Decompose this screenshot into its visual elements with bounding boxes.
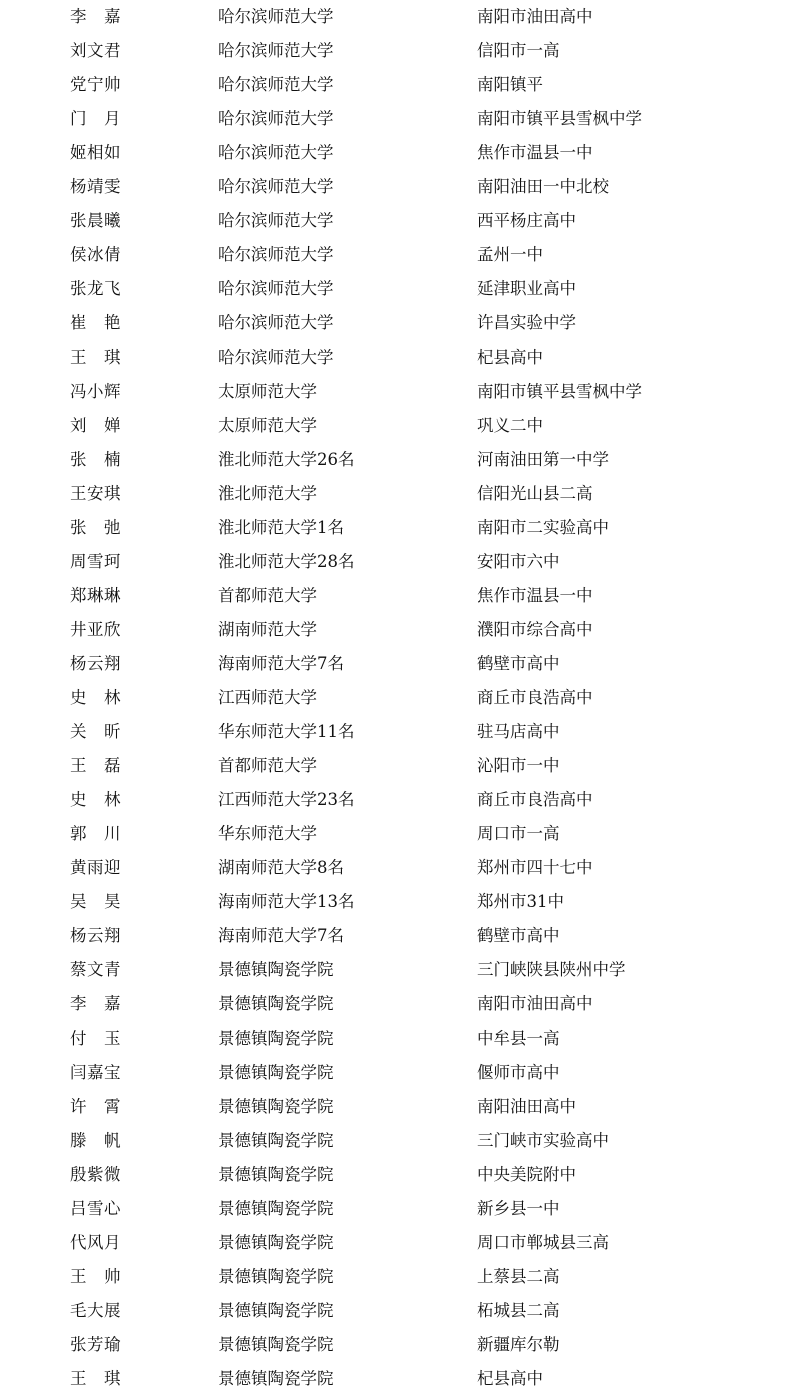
list-row xyxy=(0,1260,794,1294)
high-school-name: 巩义二中 xyxy=(477,415,543,435)
university-name: 哈尔滨师范大学 xyxy=(218,109,334,129)
high-school-name: 南阳油田高中 xyxy=(477,1096,576,1116)
student-name: 张 楠 xyxy=(70,449,121,469)
list-row xyxy=(0,919,794,953)
student-name: 张 弛 xyxy=(70,517,121,537)
list-row xyxy=(0,1056,794,1090)
university-name: 首都师范大学 xyxy=(218,756,317,776)
student-name: 周雪珂 xyxy=(70,551,121,571)
university-name: 景德镇陶瓷学院 xyxy=(218,1062,334,1082)
high-school-name: 新疆库尔勒 xyxy=(477,1334,560,1354)
student-name: 闫嘉宝 xyxy=(70,1062,121,1082)
student-name: 毛大展 xyxy=(70,1300,121,1320)
student-name: 张晨曦 xyxy=(70,211,121,231)
university-name: 哈尔滨师范大学 xyxy=(218,347,334,367)
student-name: 王 帅 xyxy=(70,1266,121,1286)
high-school-name: 沁阳市一中 xyxy=(477,756,560,776)
high-school-name: 鹤壁市高中 xyxy=(477,926,560,946)
high-school-name: 商丘市良浩高中 xyxy=(477,688,593,707)
list-row xyxy=(0,749,794,783)
high-school-name: 信阳光山县二高 xyxy=(477,483,593,503)
list-row xyxy=(0,409,794,443)
student-name: 史 林 xyxy=(70,688,121,707)
list-row xyxy=(0,885,794,919)
university-name: 景德镇陶瓷学院 xyxy=(218,1096,334,1116)
list-row xyxy=(0,545,794,579)
list-row xyxy=(0,1328,794,1362)
high-school-name: 新乡县一中 xyxy=(477,1198,560,1218)
list-row xyxy=(0,341,794,375)
university-name: 华东师范大学11名 xyxy=(218,722,355,742)
university-name: 景德镇陶瓷学院 xyxy=(218,994,334,1014)
university-name: 江西师范大学 xyxy=(218,688,317,707)
high-school-name: 南阳市二实验高中 xyxy=(477,517,609,537)
university-name: 淮北师范大学28名 xyxy=(218,551,355,571)
high-school-name: 杞县高中 xyxy=(477,347,543,367)
university-name: 景德镇陶瓷学院 xyxy=(218,1334,334,1354)
high-school-name: 南阳油田一中北校 xyxy=(477,177,609,197)
university-name: 江西师范大学23名 xyxy=(218,790,355,810)
university-name: 湖南师范大学8名 xyxy=(218,858,344,878)
list-row xyxy=(0,1090,794,1124)
university-name: 哈尔滨师范大学 xyxy=(218,7,334,26)
university-name: 景德镇陶瓷学院 xyxy=(218,1164,334,1184)
high-school-name: 延津职业高中 xyxy=(477,279,576,299)
student-name: 代风月 xyxy=(70,1232,121,1252)
list-row xyxy=(0,0,794,34)
list-row xyxy=(0,783,794,817)
student-name: 杨云翔 xyxy=(70,926,121,946)
high-school-name: 濮阳市综合高中 xyxy=(477,619,593,639)
student-name: 崔 艳 xyxy=(70,313,121,333)
student-name: 王 琪 xyxy=(70,347,121,367)
list-row xyxy=(0,68,794,102)
high-school-name: 信阳市一高 xyxy=(477,41,560,61)
university-name: 哈尔滨师范大学 xyxy=(218,313,334,333)
student-name: 党宁帅 xyxy=(70,75,121,95)
student-name: 姬相如 xyxy=(70,143,121,163)
university-name: 华东师范大学 xyxy=(218,824,317,844)
list-row xyxy=(0,1124,794,1158)
list-row xyxy=(0,715,794,749)
high-school-name: 三门峡陕县陕州中学 xyxy=(477,960,626,980)
list-row xyxy=(0,34,794,68)
list-row xyxy=(0,987,794,1021)
list-row xyxy=(0,1362,794,1396)
high-school-name: 南阳市镇平县雪枫中学 xyxy=(477,109,642,129)
student-name: 付 玉 xyxy=(70,1028,121,1048)
student-name: 李 嘉 xyxy=(70,994,121,1014)
university-name: 哈尔滨师范大学 xyxy=(218,177,334,197)
high-school-name: 周口市郸城县三高 xyxy=(477,1232,609,1252)
high-school-name: 偃师市高中 xyxy=(477,1062,560,1082)
list-row xyxy=(0,1192,794,1226)
high-school-name: 安阳市六中 xyxy=(477,551,560,571)
high-school-name: 上蔡县二高 xyxy=(477,1266,560,1286)
list-row xyxy=(0,477,794,511)
university-name: 景德镇陶瓷学院 xyxy=(218,1300,334,1320)
high-school-name: 许昌实验中学 xyxy=(477,313,576,333)
university-name: 景德镇陶瓷学院 xyxy=(218,1028,334,1048)
student-name: 侯冰倩 xyxy=(70,245,121,265)
high-school-name: 中央美院附中 xyxy=(477,1164,576,1184)
university-name: 太原师范大学 xyxy=(218,415,317,435)
university-name: 哈尔滨师范大学 xyxy=(218,279,334,299)
student-name: 关 昕 xyxy=(70,722,121,742)
high-school-name: 焦作市温县一中 xyxy=(477,585,593,605)
high-school-name: 商丘市良浩高中 xyxy=(477,790,593,810)
student-name: 蔡文青 xyxy=(70,960,121,980)
student-name: 黄雨迎 xyxy=(70,858,121,878)
university-name: 景德镇陶瓷学院 xyxy=(218,1266,334,1286)
university-name: 景德镇陶瓷学院 xyxy=(218,1198,334,1218)
student-name: 李 嘉 xyxy=(70,7,121,26)
student-name: 井亚欣 xyxy=(70,619,121,639)
university-name: 太原师范大学 xyxy=(218,381,317,401)
student-name: 张龙飞 xyxy=(70,279,121,299)
list-row xyxy=(0,613,794,647)
list-row xyxy=(0,1294,794,1328)
student-name: 刘文君 xyxy=(70,41,121,61)
list-row xyxy=(0,136,794,170)
high-school-name: 杞县高中 xyxy=(477,1369,543,1388)
high-school-name: 焦作市温县一中 xyxy=(477,143,593,163)
high-school-name: 郑州市31中 xyxy=(477,892,564,912)
university-name: 首都师范大学 xyxy=(218,585,317,605)
list-row xyxy=(0,681,794,715)
university-name: 哈尔滨师范大学 xyxy=(218,75,334,95)
high-school-name: 南阳市油田高中 xyxy=(477,994,593,1014)
list-row xyxy=(0,170,794,204)
high-school-name: 郑州市四十七中 xyxy=(477,858,593,878)
university-name: 哈尔滨师范大学 xyxy=(218,211,334,231)
student-name: 王安琪 xyxy=(70,483,121,503)
university-name: 景德镇陶瓷学院 xyxy=(218,960,334,980)
university-name: 哈尔滨师范大学 xyxy=(218,245,334,265)
high-school-name: 驻马店高中 xyxy=(477,722,560,742)
university-name: 哈尔滨师范大学 xyxy=(218,143,334,163)
high-school-name: 孟州一中 xyxy=(477,245,543,265)
high-school-name: 三门峡市实验高中 xyxy=(477,1130,609,1150)
student-name: 冯小辉 xyxy=(70,381,121,401)
student-name: 许 霄 xyxy=(70,1096,121,1116)
student-name: 吕雪心 xyxy=(70,1198,121,1218)
student-name: 张芳瑜 xyxy=(70,1334,121,1354)
student-name: 史 林 xyxy=(70,790,121,810)
high-school-name: 中牟县一高 xyxy=(477,1028,560,1048)
university-name: 淮北师范大学1名 xyxy=(218,517,344,537)
list-row xyxy=(0,953,794,987)
high-school-name: 南阳镇平 xyxy=(477,75,543,95)
list-row xyxy=(0,1158,794,1192)
list-row xyxy=(0,102,794,136)
university-name: 海南师范大学13名 xyxy=(218,892,355,912)
university-name: 哈尔滨师范大学 xyxy=(218,41,334,61)
student-name: 郭 川 xyxy=(70,824,121,844)
student-name: 滕 帆 xyxy=(70,1130,121,1150)
list-row xyxy=(0,851,794,885)
high-school-name: 南阳市镇平县雪枫中学 xyxy=(477,381,642,401)
student-name: 王 琪 xyxy=(70,1369,121,1388)
list-row xyxy=(0,306,794,340)
list-row xyxy=(0,375,794,409)
high-school-name: 南阳市油田高中 xyxy=(477,7,593,26)
university-name: 海南师范大学7名 xyxy=(218,926,344,946)
university-name: 景德镇陶瓷学院 xyxy=(218,1130,334,1150)
list-row xyxy=(0,511,794,545)
university-name: 景德镇陶瓷学院 xyxy=(218,1232,334,1252)
university-name: 湖南师范大学 xyxy=(218,619,317,639)
university-name: 淮北师范大学26名 xyxy=(218,449,355,469)
student-name: 杨云翔 xyxy=(70,653,121,673)
list-row xyxy=(0,647,794,681)
list-row xyxy=(0,443,794,477)
high-school-name: 鹤壁市高中 xyxy=(477,653,560,673)
student-name: 王 磊 xyxy=(70,756,121,776)
university-name: 淮北师范大学 xyxy=(218,483,317,503)
university-name: 海南师范大学7名 xyxy=(218,653,344,673)
student-name: 郑琳琳 xyxy=(70,585,121,605)
student-name: 杨靖雯 xyxy=(70,177,121,197)
list-row xyxy=(0,238,794,272)
list-row xyxy=(0,579,794,613)
student-name: 殷紫微 xyxy=(70,1164,121,1184)
student-name: 门 月 xyxy=(70,109,121,129)
list-row xyxy=(0,1022,794,1056)
list-row xyxy=(0,1226,794,1260)
list-row xyxy=(0,204,794,238)
list-row xyxy=(0,272,794,306)
list-row xyxy=(0,817,794,851)
high-school-name: 周口市一高 xyxy=(477,824,560,844)
high-school-name: 西平杨庄高中 xyxy=(477,211,576,231)
student-name: 吴 昊 xyxy=(70,892,121,912)
high-school-name: 河南油田第一中学 xyxy=(477,449,609,469)
high-school-name: 柘城县二高 xyxy=(477,1300,560,1320)
university-name: 景德镇陶瓷学院 xyxy=(218,1369,334,1388)
student-name: 刘 婵 xyxy=(70,415,121,435)
